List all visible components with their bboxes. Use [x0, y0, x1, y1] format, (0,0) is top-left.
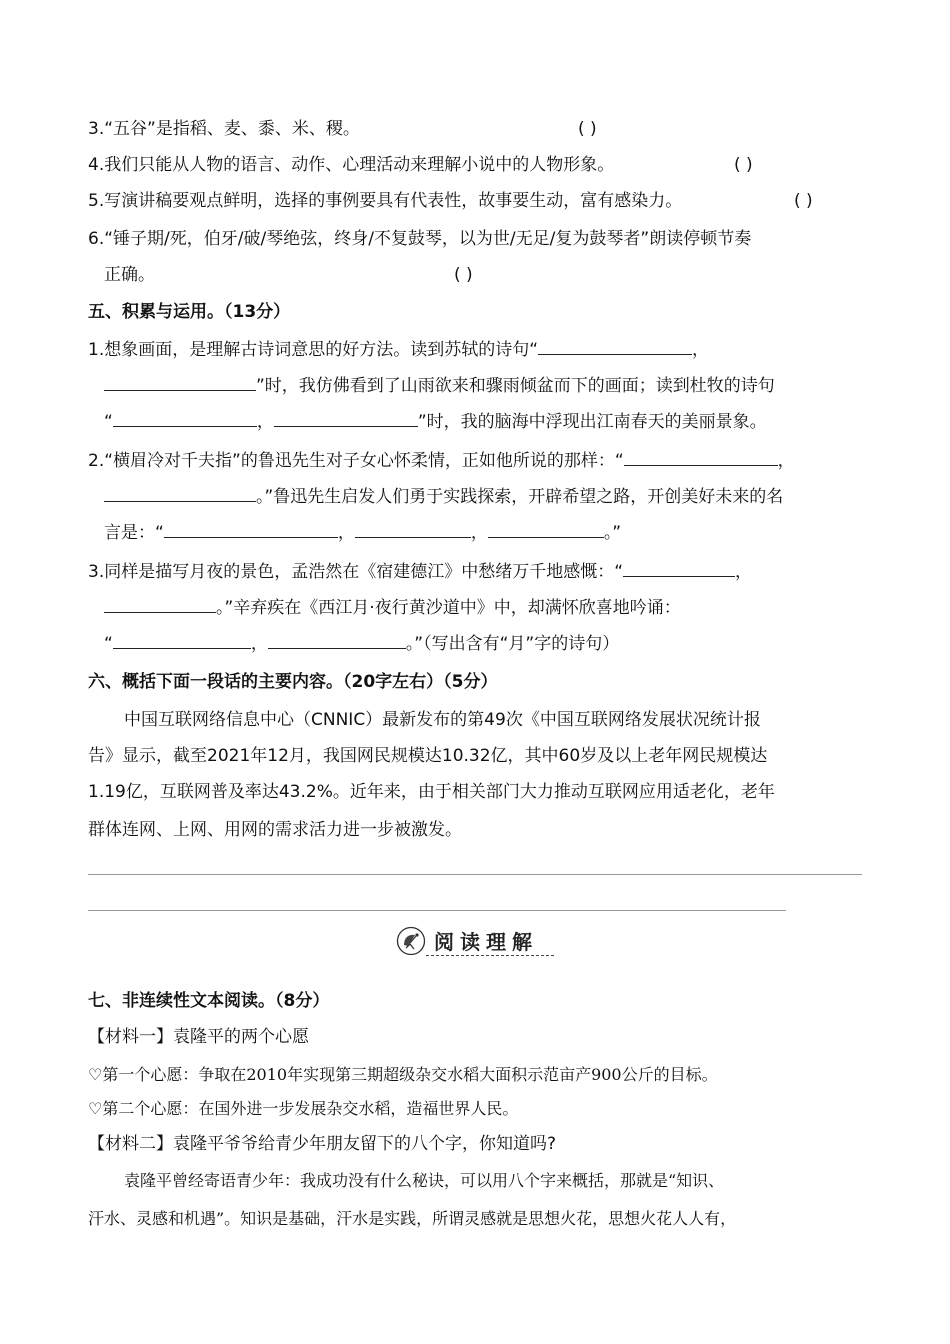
paragraph-line: 袁隆平曾经寄语青少年：我成功没有什么秘诀，可以用八个字来概括，那就是“知识、 — [124, 1171, 725, 1190]
text: 。”（写出含有“月”字的诗句） — [405, 634, 620, 654]
answer-blank[interactable] — [274, 411, 418, 427]
question-4-6-line2 — [104, 264, 864, 286]
question-5-3-line2 — [104, 597, 864, 619]
answer-blank[interactable] — [623, 561, 735, 577]
text: ， — [692, 340, 710, 360]
question-4-4 — [88, 154, 864, 176]
answer-blank[interactable] — [624, 450, 778, 466]
question-4-6-line1: 6.“锤子期/死，伯牙/破/琴绝弦，终身/不复鼓琴，以为世/无足/复为鼓琴者”朗读停顿节奏 — [88, 229, 752, 249]
question-5-3-line3 — [104, 633, 864, 655]
answer-blank[interactable] — [538, 339, 692, 355]
text: ， — [337, 523, 355, 543]
answer-parentheses: ( ) — [578, 119, 597, 139]
question-5-2-line2 — [104, 486, 864, 508]
material-1-title: 【材料一】袁隆平的两个心愿 — [88, 1027, 309, 1047]
answer-blank[interactable] — [113, 633, 251, 649]
text: 1.想象画面，是理解古诗词意思的好方法。读到苏轼的诗句“ — [88, 340, 539, 360]
answer-blank[interactable] — [164, 522, 338, 538]
paragraph-line: 中国互联网络信息中心（CNNIC）最新发布的第49次《中国互联网络发展状况统计报 — [124, 710, 761, 730]
section-5-heading: 五、积累与运用。（13分） — [88, 302, 291, 322]
text: 2.“横眉冷对千夫指”的鲁迅先生对子女心怀柔情，正如他所说的那样：“ — [88, 451, 624, 471]
question-text: 5.写演讲稿要观点鲜明，选择的事例要具有代表性，故事要生动，富有感染力。 — [88, 191, 683, 211]
text: ， — [470, 523, 488, 543]
text: 。” — [603, 523, 622, 543]
answer-line[interactable] — [88, 910, 786, 911]
paragraph-line: 汗水、灵感和机遇”。知识是基础，汗水是实践，所谓灵感就是思想火花，思想火花人人有， — [88, 1209, 737, 1228]
material-2-title: 【材料二】袁隆平爷爷给青少年朋友留下的八个字，你知道吗? — [88, 1134, 557, 1154]
text: ， — [777, 451, 795, 471]
paragraph-line: 1.19亿，互联网普及率达43.2%。近年来，由于相关部门大力推动互联网应用适老化，老年 — [88, 782, 775, 802]
text: ， — [735, 562, 753, 582]
text: 言是：“ — [104, 523, 164, 543]
question-4-3 — [88, 118, 864, 140]
text: ， — [250, 634, 268, 654]
text: “ — [104, 634, 113, 654]
question-5-3-line1 — [88, 561, 864, 583]
paragraph-line: 告》显示，截至2021年12月，我国网民规模达10.32亿，其中60岁及以上老年网民规模达 — [88, 746, 768, 766]
answer-blank[interactable] — [104, 597, 216, 613]
text: 。”鲁迅先生启发人们勇于实践探索，开辟希望之路，开创美好未来的名 — [256, 487, 784, 507]
text: ”时，我的脑海中浮现出江南春天的美丽景象。 — [417, 412, 767, 432]
section-7-heading: 七、非连续性文本阅读。（8分） — [88, 991, 330, 1011]
question-text: 3.“五谷”是指稻、麦、黍、米、稷。 — [88, 119, 360, 139]
paragraph-line: 群体连网、上网、用网的需求活力进一步被激发。 — [88, 820, 462, 840]
reading-section-title: 阅读理解 — [434, 930, 538, 954]
wish-2: ♡第二个心愿：在国外进一步发展杂交水稻，造福世界人民。 — [88, 1099, 519, 1118]
satellite-dish-icon — [396, 926, 426, 956]
answer-parentheses: ( ) — [794, 191, 813, 211]
text: 。”辛弃疾在《西江月·夜行黄沙道中》中，却满怀欣喜地吟诵： — [216, 598, 681, 618]
question-5-2-line3 — [104, 522, 864, 544]
answer-blank[interactable] — [488, 522, 604, 538]
title-underline — [426, 955, 554, 956]
answer-blank[interactable] — [104, 375, 256, 391]
text: 3.同样是描写月夜的景色，孟浩然在《宿建德江》中愁绪万千地感慨：“ — [88, 562, 624, 582]
question-text: 4.我们只能从人物的语言、动作、心理活动来理解小说中的人物形象。 — [88, 155, 615, 175]
answer-line[interactable] — [88, 874, 862, 875]
question-text: 正确。 — [104, 265, 155, 285]
text: ， — [256, 412, 274, 432]
wish-1: ♡第一个心愿：争取在2010年实现第三期超级杂交水稻大面积示范亩产900公斤的目标。 — [88, 1065, 718, 1084]
answer-blank[interactable] — [355, 522, 471, 538]
question-4-5 — [88, 190, 864, 212]
answer-blank[interactable] — [104, 486, 256, 502]
question-5-2-line1 — [88, 450, 864, 472]
question-5-1-line3 — [104, 411, 864, 433]
answer-blank[interactable] — [268, 633, 406, 649]
question-5-1-line1 — [88, 339, 864, 361]
answer-parentheses: ( ) — [454, 265, 473, 285]
question-5-1-line2 — [104, 375, 864, 397]
answer-parentheses: ( ) — [734, 155, 753, 175]
text: “ — [104, 412, 113, 432]
answer-blank[interactable] — [113, 411, 257, 427]
text: ”时，我仿佛看到了山雨欲来和骤雨倾盆而下的画面；读到杜牧的诗句 — [256, 376, 775, 396]
section-6-heading: 六、概括下面一段话的主要内容。（20字左右）（5分） — [88, 672, 498, 692]
reading-section-header — [396, 920, 556, 960]
